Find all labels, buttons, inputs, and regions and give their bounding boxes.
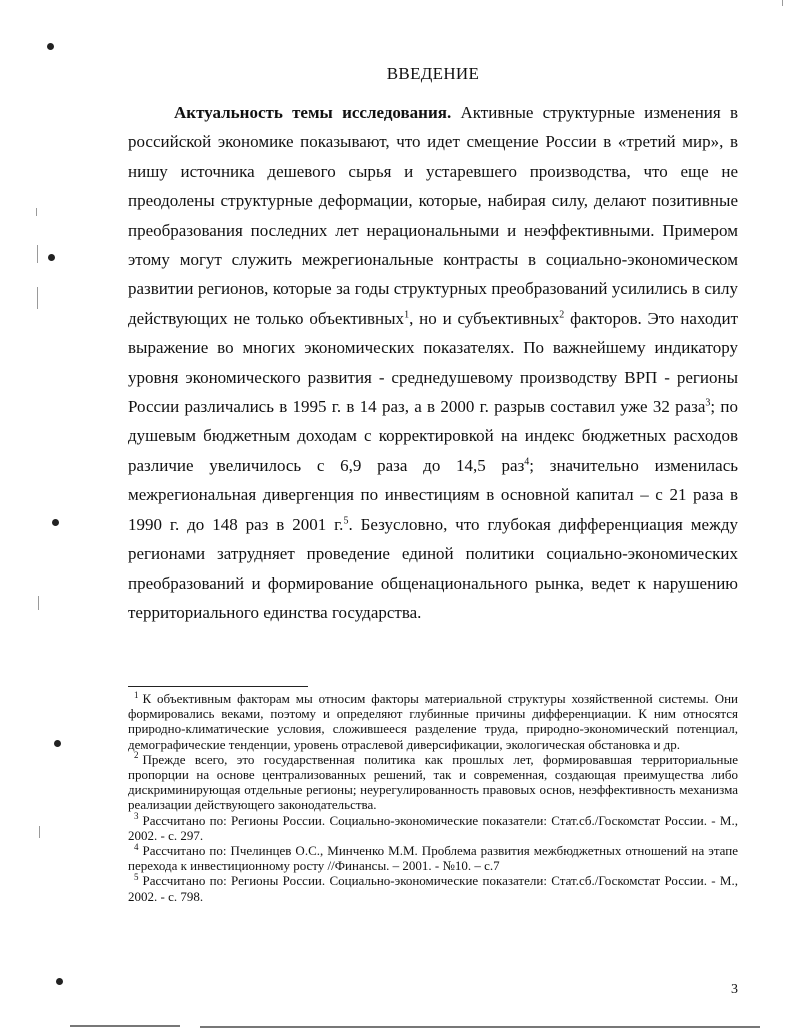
footnote-marker: 2 xyxy=(134,750,139,761)
footnote-ref: 4 xyxy=(524,456,530,468)
paragraph-text: . Безусловно, что глубокая дифференциация между регионами затрудняет проведение единой политики социально-экономических преобразований и формирование общенационального рынка, ведет к нарушению территориального единства государства. xyxy=(128,514,738,622)
paragraph-text: факторов. Это находит выражение во многих экономических показателях. По важнейшему индикатору уровня экономического развития - среднедушевому производству ВРП - регионы России различались в 1995 г. в 14 раз, а в 2000 г. разрыв составил уже 32 раза xyxy=(128,308,739,417)
paragraph-text: , но и субъективных xyxy=(409,308,560,328)
footnote xyxy=(128,752,738,813)
scan-edge-mark xyxy=(37,245,38,263)
scan-edge-mark xyxy=(37,287,38,309)
binder-hole-mark xyxy=(56,978,63,985)
footnote xyxy=(128,813,738,843)
binder-hole-mark xyxy=(48,254,55,261)
lead-phrase: Актуальность темы исследования. xyxy=(174,103,452,122)
scan-edge-mark xyxy=(38,596,39,610)
paragraph-text: Активные структурные изменения в российской экономике показывают, что идет смещение России в «третий мир», в нишу источника дешевого сырья и устаревшего производства, что еще не преодолены структурные деформации, которые, набирая силу, делают позитивные преобразования последних лет нерациональными и неэффективными. Примером этому могут служить межрегиональные контрасты в социально-экономическом развитии регионов, которые за годы структурных преобразований усилились в силу действующих не только объективных xyxy=(128,103,738,328)
footnote-text: К объективным факторам мы относим факторы материальной структуры хозяйственной системы. Они формировались веками, поэтому и определяют глубинные причины дифференциации. К ним относятся природно-климатические условия, сложившееся разделение труда, природно-экономический потенциал, демографические тенденции, уровень отраслевой диверсификации, экологическая обстановка и др. xyxy=(128,691,738,752)
footnote-text: Прежде всего, это государственная политика как прошлых лет, формировавшая территориальные пропорции на основе централизованных решений, так и современная, создающая преимущества либо дискриминирующая отдельные регионы; неурегулированность правовых основ, неэффективность механизма реализации действующего законодательства. xyxy=(128,751,738,813)
page-number: 3 xyxy=(731,982,738,997)
binder-hole-mark xyxy=(47,43,54,50)
section-heading: ВВЕДЕНИЕ xyxy=(386,64,480,83)
binder-hole-mark xyxy=(54,740,61,747)
scan-bottom-edge xyxy=(200,1026,760,1028)
paragraph-text: ; по душевым бюджетным доходам с корректировкой на индекс бюджетных расходов различие увеличилось с 6,9 раза до 14,5 раз xyxy=(128,397,738,475)
footnote-ref: 2 xyxy=(559,309,565,321)
footnote-separator xyxy=(128,686,308,687)
footnote-ref: 5 xyxy=(343,515,349,527)
footnote-text: Рассчитано по: Регионы России. Социально-экономические показатели: Стат.сб./Госкомстат России. - М., 2002. - с. 798. xyxy=(128,873,738,904)
scan-edge-mark xyxy=(39,826,40,838)
footnote-text: Рассчитано по: Пчелинцев О.С., Минченко М.М. Проблема развития межбюджетных отношений на этапе перехода к инвестиционному росту //Финансы. – 2001. - №10. – с.7 xyxy=(128,843,738,874)
footnotes xyxy=(128,691,738,904)
footnote-ref: 3 xyxy=(705,397,711,409)
footnote-text: Рассчитано по: Регионы России. Социально-экономические показатели: Стат.сб./Госкомстат России. - М., 2002. - с. 297. xyxy=(128,812,738,843)
footnote-marker: 3 xyxy=(134,811,139,822)
footnote-marker: 1 xyxy=(134,689,139,700)
footnote xyxy=(128,843,738,873)
scan-edge-mark xyxy=(782,0,783,6)
scan-edge-mark xyxy=(36,208,37,216)
paragraph-text: ; значительно изменилась межрегиональная дивергенция по инвестициям в основной капитал – с 21 раза в 1990 г. до 148 раз в 2001 г. xyxy=(128,455,739,534)
footnote-ref: 1 xyxy=(404,309,410,321)
scan-bottom-edge xyxy=(70,1025,180,1027)
intro-paragraph xyxy=(128,98,738,627)
footnote-marker: 4 xyxy=(134,841,139,852)
footnote-marker: 5 xyxy=(134,872,139,883)
binder-hole-mark xyxy=(52,519,59,526)
footnote xyxy=(128,873,738,903)
footnote xyxy=(128,691,738,752)
